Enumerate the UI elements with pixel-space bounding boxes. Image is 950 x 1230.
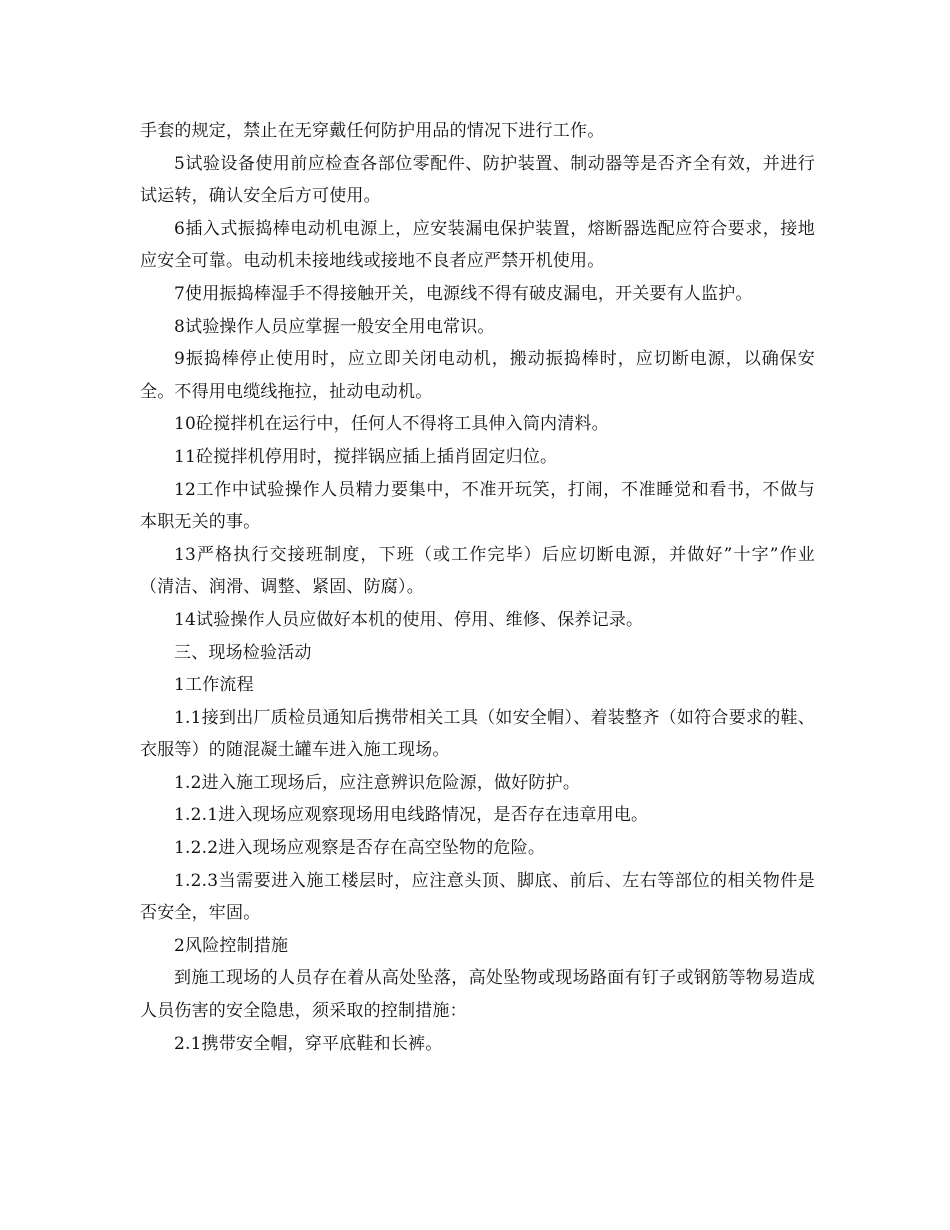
subheading-workflow: 1工作流程 (174, 675, 254, 696)
paragraph-item-10: 10砼搅拌机在运行中，任何人不得将工具伸入筒内清料。 (174, 414, 609, 435)
paragraph-item-11: 11砼搅拌机停用时，搅拌锅应插上插肖固定归位。 (174, 446, 558, 467)
subheading-risk-control: 2风险控制措施 (174, 935, 289, 956)
paragraph-item-13: 13严格执行交接班制度，下班（或工作完毕）后应切断电源，并做好”十字”作业（清洁、润滑、调整、紧固、防腐）。 (140, 544, 815, 598)
paragraph-item-5: 5试验设备使用前应检查各部位零配件、防护装置、制动器等是否齐全有效，并进行试运转，确认安全后方可使用。 (140, 153, 815, 207)
section-heading-site-inspection: 三、现场检验活动 (174, 642, 312, 663)
paragraph-item-1-2-1: 1.2.1进入现场应观察现场用电线路情况，是否存在违章用电。 (174, 805, 649, 826)
paragraph-glove-rule-continued: 手套的规定，禁止在无穿戴任何防护用品的情况下进行工作。 (140, 121, 605, 141)
paragraph-item-8: 8试验操作人员应掌握一般安全用电常识。 (174, 316, 495, 337)
paragraph-item-1-2-3: 1.2.3当需要进入施工楼层时，应注意头顶、脚底、前后、左右等部位的相关物件是否安全，牢固。 (140, 870, 815, 924)
document-body (140, 115, 815, 1060)
paragraph-item-12: 12工作中试验操作人员精力要集中，不准开玩笑，打闹，不准睡觉和看书，不做与本职无关的事。 (140, 479, 815, 533)
paragraph-risk-description: 到施工现场的人员存在着从高处坠落，高处坠物或现场路面有钉子或钢筋等物易造成人员伤害的安全隐患，须采取的控制措施： (140, 968, 815, 1022)
paragraph-item-9: 9振捣棒停止使用时，应立即关闭电动机，搬动振捣棒时，应切断电源，以确保安全。不得用电缆线拖拉，扯动电动机。 (140, 349, 815, 402)
paragraph-item-14: 14试验操作人员应做好本机的使用、停用、维修、保养记录。 (174, 609, 644, 630)
paragraph-item-1-2-2: 1.2.2进入现场应观察是否存在高空坠物的危险。 (174, 838, 546, 859)
paragraph-item-6: 6插入式振捣棒电动机电源上，应安装漏电保护装置，熔断器选配应符合要求，接地应安全可靠。电动机未接地线或接地不良者应严禁开机使用。 (140, 218, 815, 272)
paragraph-item-1-2: 1.2进入施工现场后，应注意辨识危险源，做好防护。 (174, 772, 581, 793)
paragraph-item-2-1: 2.1携带安全帽，穿平底鞋和长裤。 (174, 1033, 443, 1054)
paragraph-item-1-1: 1.1接到出厂质检员通知后携带相关工具（如安全帽）、着装整齐（如符合要求的鞋、衣服等）的随混凝土罐车进入施工现场。 (140, 707, 815, 761)
paragraph-item-7: 7使用振捣棒湿手不得接触开关，电源线不得有破皮漏电，开关要有人监护。 (174, 283, 753, 304)
